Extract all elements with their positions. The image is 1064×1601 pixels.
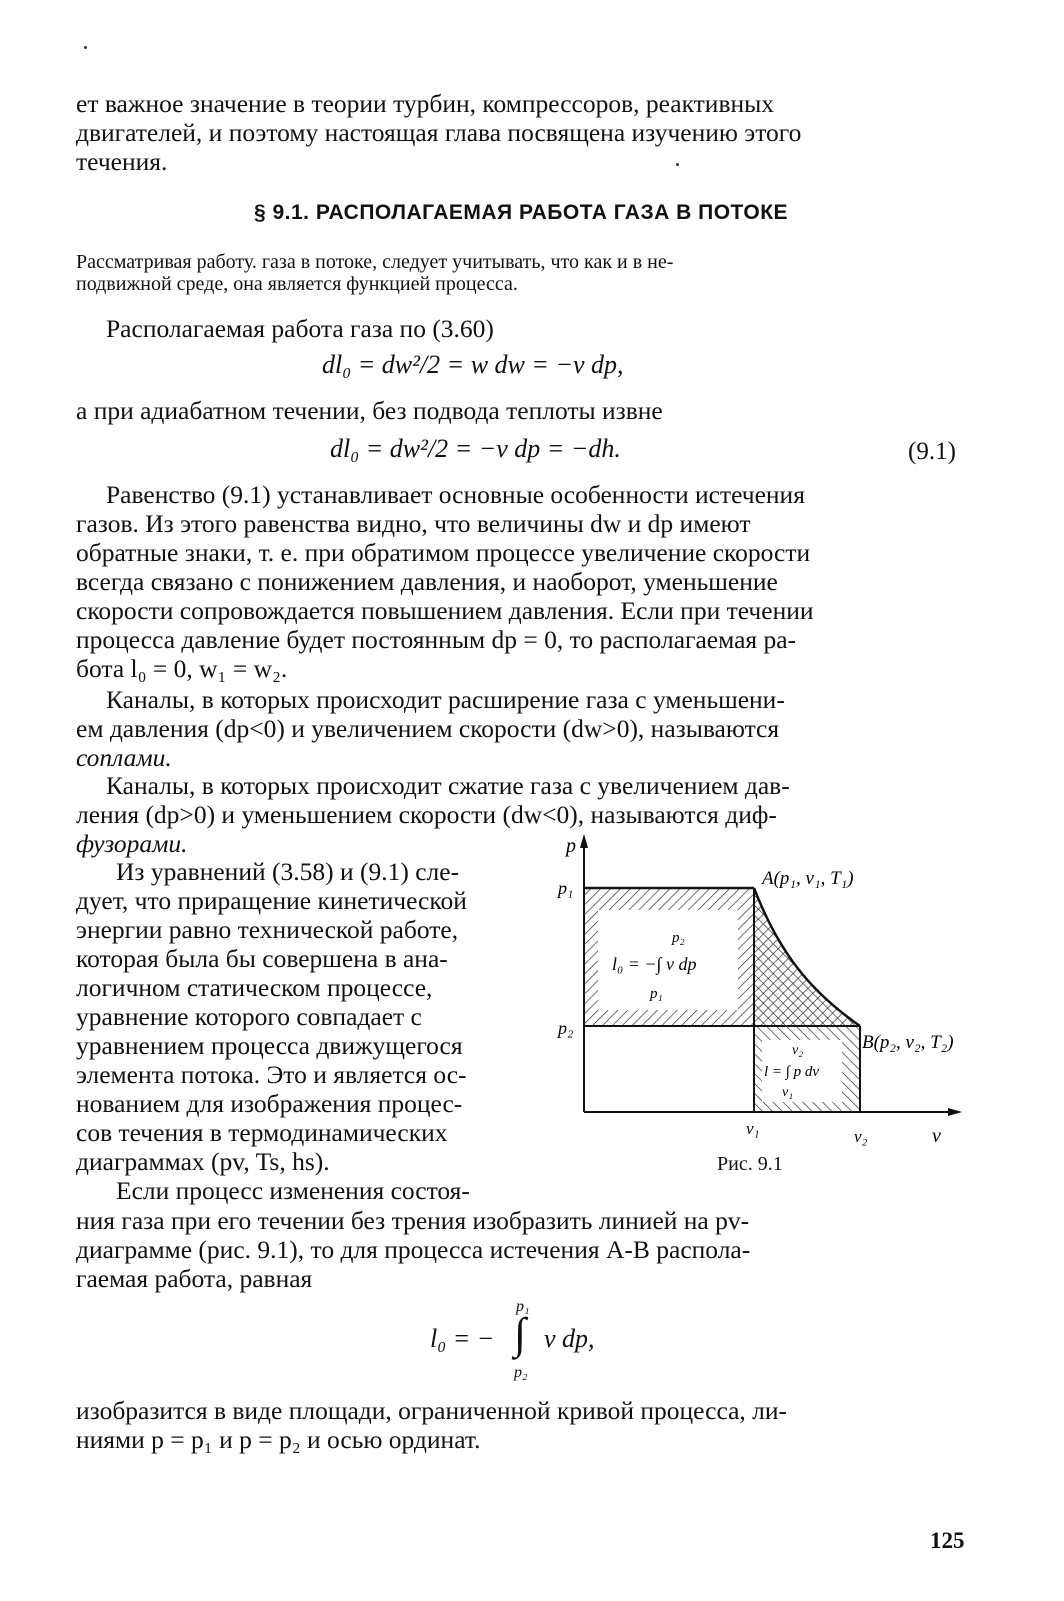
text-line: сов течения в термодинамических xyxy=(76,1118,448,1147)
text-line: подвижной среде, она является функцией процесса. xyxy=(76,273,518,295)
text-line: Располагаемая работа газа по (3.60) xyxy=(106,314,494,343)
axis-x-label: v xyxy=(932,1125,941,1147)
text-line: изобразится в виде площади, ограниченной кривой процесса, ли- xyxy=(76,1396,787,1425)
figure-9-1 xyxy=(550,830,970,1160)
text-line: Каналы, в которых происходит расширение газа с уменьшени- xyxy=(106,685,785,714)
term-diffusers: фузорами. xyxy=(76,829,188,858)
text-line: энергии равно технической работе, xyxy=(76,915,459,944)
text-line: ния газа при его течении без трения изобразить линией на pv- xyxy=(76,1206,750,1235)
paragraph-nozzles xyxy=(76,685,966,772)
equation-1: dl₀ = dw²/2 = w dw = −v dp, xyxy=(322,350,624,379)
text-line: нованием для изображения процес- xyxy=(76,1089,463,1118)
figure-caption: Рис. 9.1 xyxy=(717,1153,783,1175)
p1-label: p₁ xyxy=(558,878,574,898)
l-lower: v₁ xyxy=(782,1085,794,1100)
text-line: дует, что приращение кинетической xyxy=(76,886,467,915)
text-line: которая была бы совершена в ана- xyxy=(76,944,448,973)
text-line: элемента потока. Это и является ос- xyxy=(76,1060,467,1089)
text-line: всегда связано с понижением давления, и наоборот, уменьшение xyxy=(76,567,778,596)
text-line: ниями p = p₁ и p = p₂ и осью ординат. xyxy=(76,1425,481,1454)
equation-3 xyxy=(430,1298,670,1388)
text-line: Каналы, в которых происходит сжатие газа с увеличением дав- xyxy=(106,771,790,800)
speck xyxy=(84,46,87,49)
l-formula: l = ∫ p dv xyxy=(764,1064,820,1080)
text-line: Если процесс изменения состоя- xyxy=(116,1176,470,1205)
page-number: 125 xyxy=(930,1528,965,1553)
text-line: диаграммах (pv, Ts, hs). xyxy=(76,1147,330,1176)
section-heading: § 9.1. РАСПОЛАГАЕМАЯ РАБОТА ГАЗА В ПОТОКЕ xyxy=(253,201,789,224)
point-b-label: B(p₂, v₂, T₂) xyxy=(862,1032,954,1053)
p2-label: p₂ xyxy=(558,1018,574,1038)
paragraph-process xyxy=(76,1206,966,1293)
small-note xyxy=(76,251,966,295)
text-line: уравнение которого совпадает с xyxy=(76,1002,422,1031)
text-line: скорости сопровождается повышением давления. Если при течении xyxy=(76,596,814,625)
text-line: диаграмме (рис. 9.1), то для процесса истечения A-B распола- xyxy=(76,1235,751,1264)
text-line: обратные знаки, т. е. при обратимом процессе увеличение скорости xyxy=(76,538,811,567)
text-line: процесса давление будет постоянным dp = 0, то располагаемая ра- xyxy=(76,625,797,654)
text-line: логичном статическом процессе, xyxy=(76,973,433,1002)
equation-2: dl₀ = dw²/2 = −v dp = −dh. xyxy=(330,434,621,463)
paragraph-equations-left xyxy=(76,857,554,1205)
term-nozzles: соплами. xyxy=(76,743,172,772)
text-line: а при адиабатном течении, без подвода теплоты извне xyxy=(76,396,663,425)
text-line: двигателей, и поэтому настоящая глава посвящена изучению этого xyxy=(76,118,802,147)
text-line: бота l₀ = 0, w₁ = w₂. xyxy=(76,654,288,683)
y-axis-arrow xyxy=(580,834,588,848)
l-upper: v₂ xyxy=(792,1043,804,1058)
text-line: Рассматривая работу. газа в потоке, следует учитывать, что как и в не- xyxy=(76,251,674,273)
paragraph-equality xyxy=(76,480,966,683)
eq3-upper: p₁ xyxy=(516,1298,530,1315)
paragraph-available-work xyxy=(106,314,966,343)
text-line: уравнением процесса движущегося xyxy=(76,1031,463,1060)
v1-label: v₁ xyxy=(746,1119,760,1138)
paragraph-final xyxy=(76,1396,966,1454)
point-a-label: A(p₁, v₁, T₁) xyxy=(762,868,854,889)
text-line: газов. Из этого равенства видно, что величины dw и dp имеют xyxy=(76,509,751,538)
l0-upper: p₂ xyxy=(672,930,685,946)
text-line: ем давления (dp<0) и увеличением скорости (dw>0), называются xyxy=(76,714,780,743)
eq3-integrand: v dp, xyxy=(544,1324,595,1353)
equation-number: (9.1) xyxy=(908,438,956,465)
l0-formula: l₀ = −∫ v dp xyxy=(612,954,697,974)
text-line: течения. xyxy=(76,147,168,176)
text-line: гаемая работа, равная xyxy=(76,1264,313,1293)
text-line: Равенство (9.1) устанавливает основные особенности истечения xyxy=(106,480,805,509)
text-line: ет важное значение в теории турбин, компрессоров, реактивных xyxy=(76,89,775,118)
text-line: ления (dp>0) и уменьшением скорости (dw<0), называются диф- xyxy=(76,800,777,829)
integral-icon: ∫ xyxy=(514,1309,527,1358)
intro-paragraph xyxy=(76,89,966,176)
l0-lower: p₁ xyxy=(650,986,663,1002)
eq3-lower: p₂ xyxy=(514,1364,528,1381)
v2-label: v₂ xyxy=(854,1127,868,1146)
x-axis-arrow xyxy=(948,1108,962,1116)
axis-y-label: p xyxy=(566,835,576,857)
text-line: Из уравнений (3.58) и (9.1) сле- xyxy=(116,857,460,886)
paragraph-adiabatic xyxy=(76,396,966,425)
eq3-lhs: l₀ = − xyxy=(430,1324,495,1353)
